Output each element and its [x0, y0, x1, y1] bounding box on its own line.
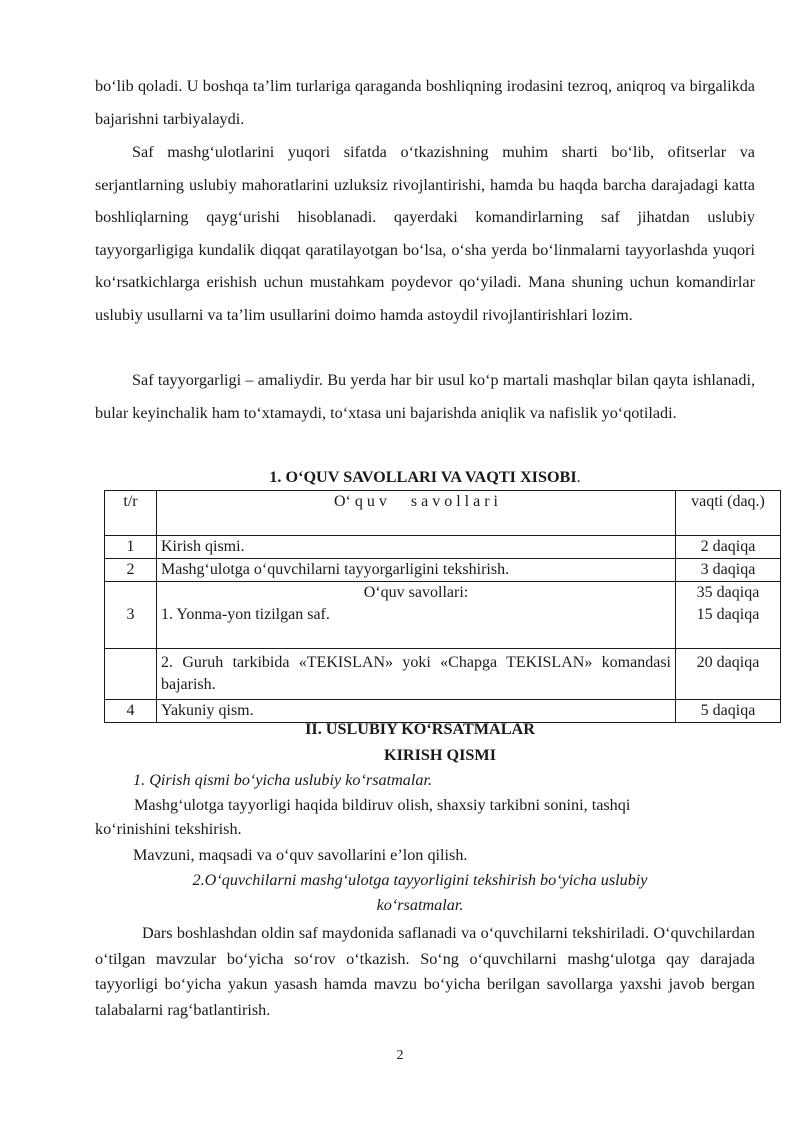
row-number: 1 — [105, 536, 157, 559]
intro-paragraph-practical-text: Saf tayyorgarligi – amaliydir. Bu yerda har bir usul ko‘p martali mashqlar bilan qayta ishlanadi, bular keyinchalik ham to‘xtamaydi, to‘xtasa uni bajarishda aniqlik va nafislik yo‘qotiladi. — [95, 371, 755, 422]
row-text: Kirish qismi. — [157, 536, 676, 559]
guide1-title: 1. Qirish qismi bo‘yicha uslubiy ko‘rsatmalar. — [133, 771, 433, 789]
header-number: t/r — [105, 491, 157, 536]
row-number — [105, 649, 157, 700]
row-text: Mashg‘ulotga o‘quvchilarni tayyorgarligini tekshirish. — [157, 559, 676, 582]
row-time: 5 daqiqa — [676, 700, 781, 723]
table-header-row — [105, 491, 781, 536]
intro-paragraph-drill-quality-text: Saf mashg‘ulotlarini yuqori sifatda o‘tkazishning muhim sharti bo‘lib, ofitserlar va serjantlarning uslubiy mahoratlarini uzluksiz rivojlantirishi, hamda bu haqda barcha darajadagi katta boshliqlarning qayg‘urishi hisoblanadi. qayerdaki komandirlarning saf jihatdan uslubiy tayyorgarligiga kundalik diqqat qaratilayotgan bo‘lsa, o‘sha yerda bo‘linmalarni tayyorlashda yuqori ko‘rsatkichlarga erishish uchun mustahkam poydevor qo‘yiladi. Mana shuning uchun komandirlar uslubiy usullarni va ta’lim usullarini doimo hamda astoydil rivojlantirishlari lozim. — [95, 143, 755, 324]
row-heading: O‘quv savollari: — [363, 584, 469, 601]
intro-paragraph-practical — [95, 364, 755, 429]
table-row — [105, 582, 781, 649]
row-time-sub: 15 daqiqa — [696, 606, 760, 623]
row-text: 1. Yonma-yon tizilgan saf. — [161, 606, 330, 623]
section1-title-dot: . — [576, 468, 581, 486]
guide2-paragraph — [95, 921, 755, 1023]
page-number: 2 — [396, 1048, 404, 1063]
section2-subtitle: KIRISH QISMI — [384, 746, 496, 764]
row-text: 2. Guruh tarkibida «TEKISLAN» yoki «Chapga TEKISLAN» komandasi bajarish. — [157, 649, 676, 700]
guide2-paragraph-text: Dars boshlashdan oldin saf maydonida saflanadi va o‘quvchilarni tekshiriladi. O‘quvchilardan o‘tilgan mavzular bo‘yicha so‘rov o‘tkazish. So‘ng o‘quvchilarni mashg‘ulotga qay darajada tayyorligi bo‘yicha yakun yasash hamda mavzu bo‘yicha berilgan savollarga yaxshi javob bergan talabalarni rag‘batlantirish. — [95, 924, 755, 1019]
table-row — [105, 536, 781, 559]
row-text-group — [157, 582, 676, 649]
row-time: 35 daqiqa — [696, 584, 760, 601]
row-number: 2 — [105, 559, 157, 582]
row-time: 2 daqiqa — [676, 536, 781, 559]
guide2-title-line2: ko‘rsatmalar. — [376, 896, 464, 914]
lesson-plan-table — [104, 490, 781, 723]
intro-paragraph-continuation: bo‘lib qoladi. U boshqa ta’lim turlariga qaraganda boshliqning irodasini tezroq, aniqroq va birgalikda bajarishni tarbiyalaydi. — [95, 77, 755, 128]
section2-title: II. USLUBIY KO‘RSATMALAR — [305, 720, 535, 738]
row-time-group — [676, 582, 781, 649]
guide1-line1: Mashg‘ulotga tayyorligi haqida bildiruv olish, shaxsiy tarkibni sonini, tashqi — [134, 796, 631, 814]
header-time: vaqti (daq.) — [676, 491, 781, 536]
row-number: 4 — [105, 700, 157, 723]
intro-paragraph-drill-quality — [95, 136, 755, 332]
guide1-line2: ko‘rinishini tekshirish. — [95, 820, 242, 838]
guide2-title-line1: 2.O‘quvchilarni mashg‘ulotga tayyorligini tekshirish bo‘yicha uslubiy — [192, 871, 648, 889]
row-text: Yakuniy qism. — [157, 700, 676, 723]
table-row — [105, 559, 781, 582]
header-questions: O‘ q u v s a v o l l a r i — [157, 491, 676, 536]
row-number: 3 — [105, 582, 157, 649]
section1-title — [95, 466, 755, 488]
row-time: 3 daqiqa — [676, 559, 781, 582]
section1-title-text: 1. O‘QUV SAVOLLARI VA VAQTI XISOBI — [269, 468, 577, 486]
row-time: 20 daqiqa — [676, 649, 781, 700]
guide1-line3: Mavzuni, maqsadi va o‘quv savollarini e’lon qilish. — [133, 846, 468, 864]
table-row — [105, 649, 781, 700]
